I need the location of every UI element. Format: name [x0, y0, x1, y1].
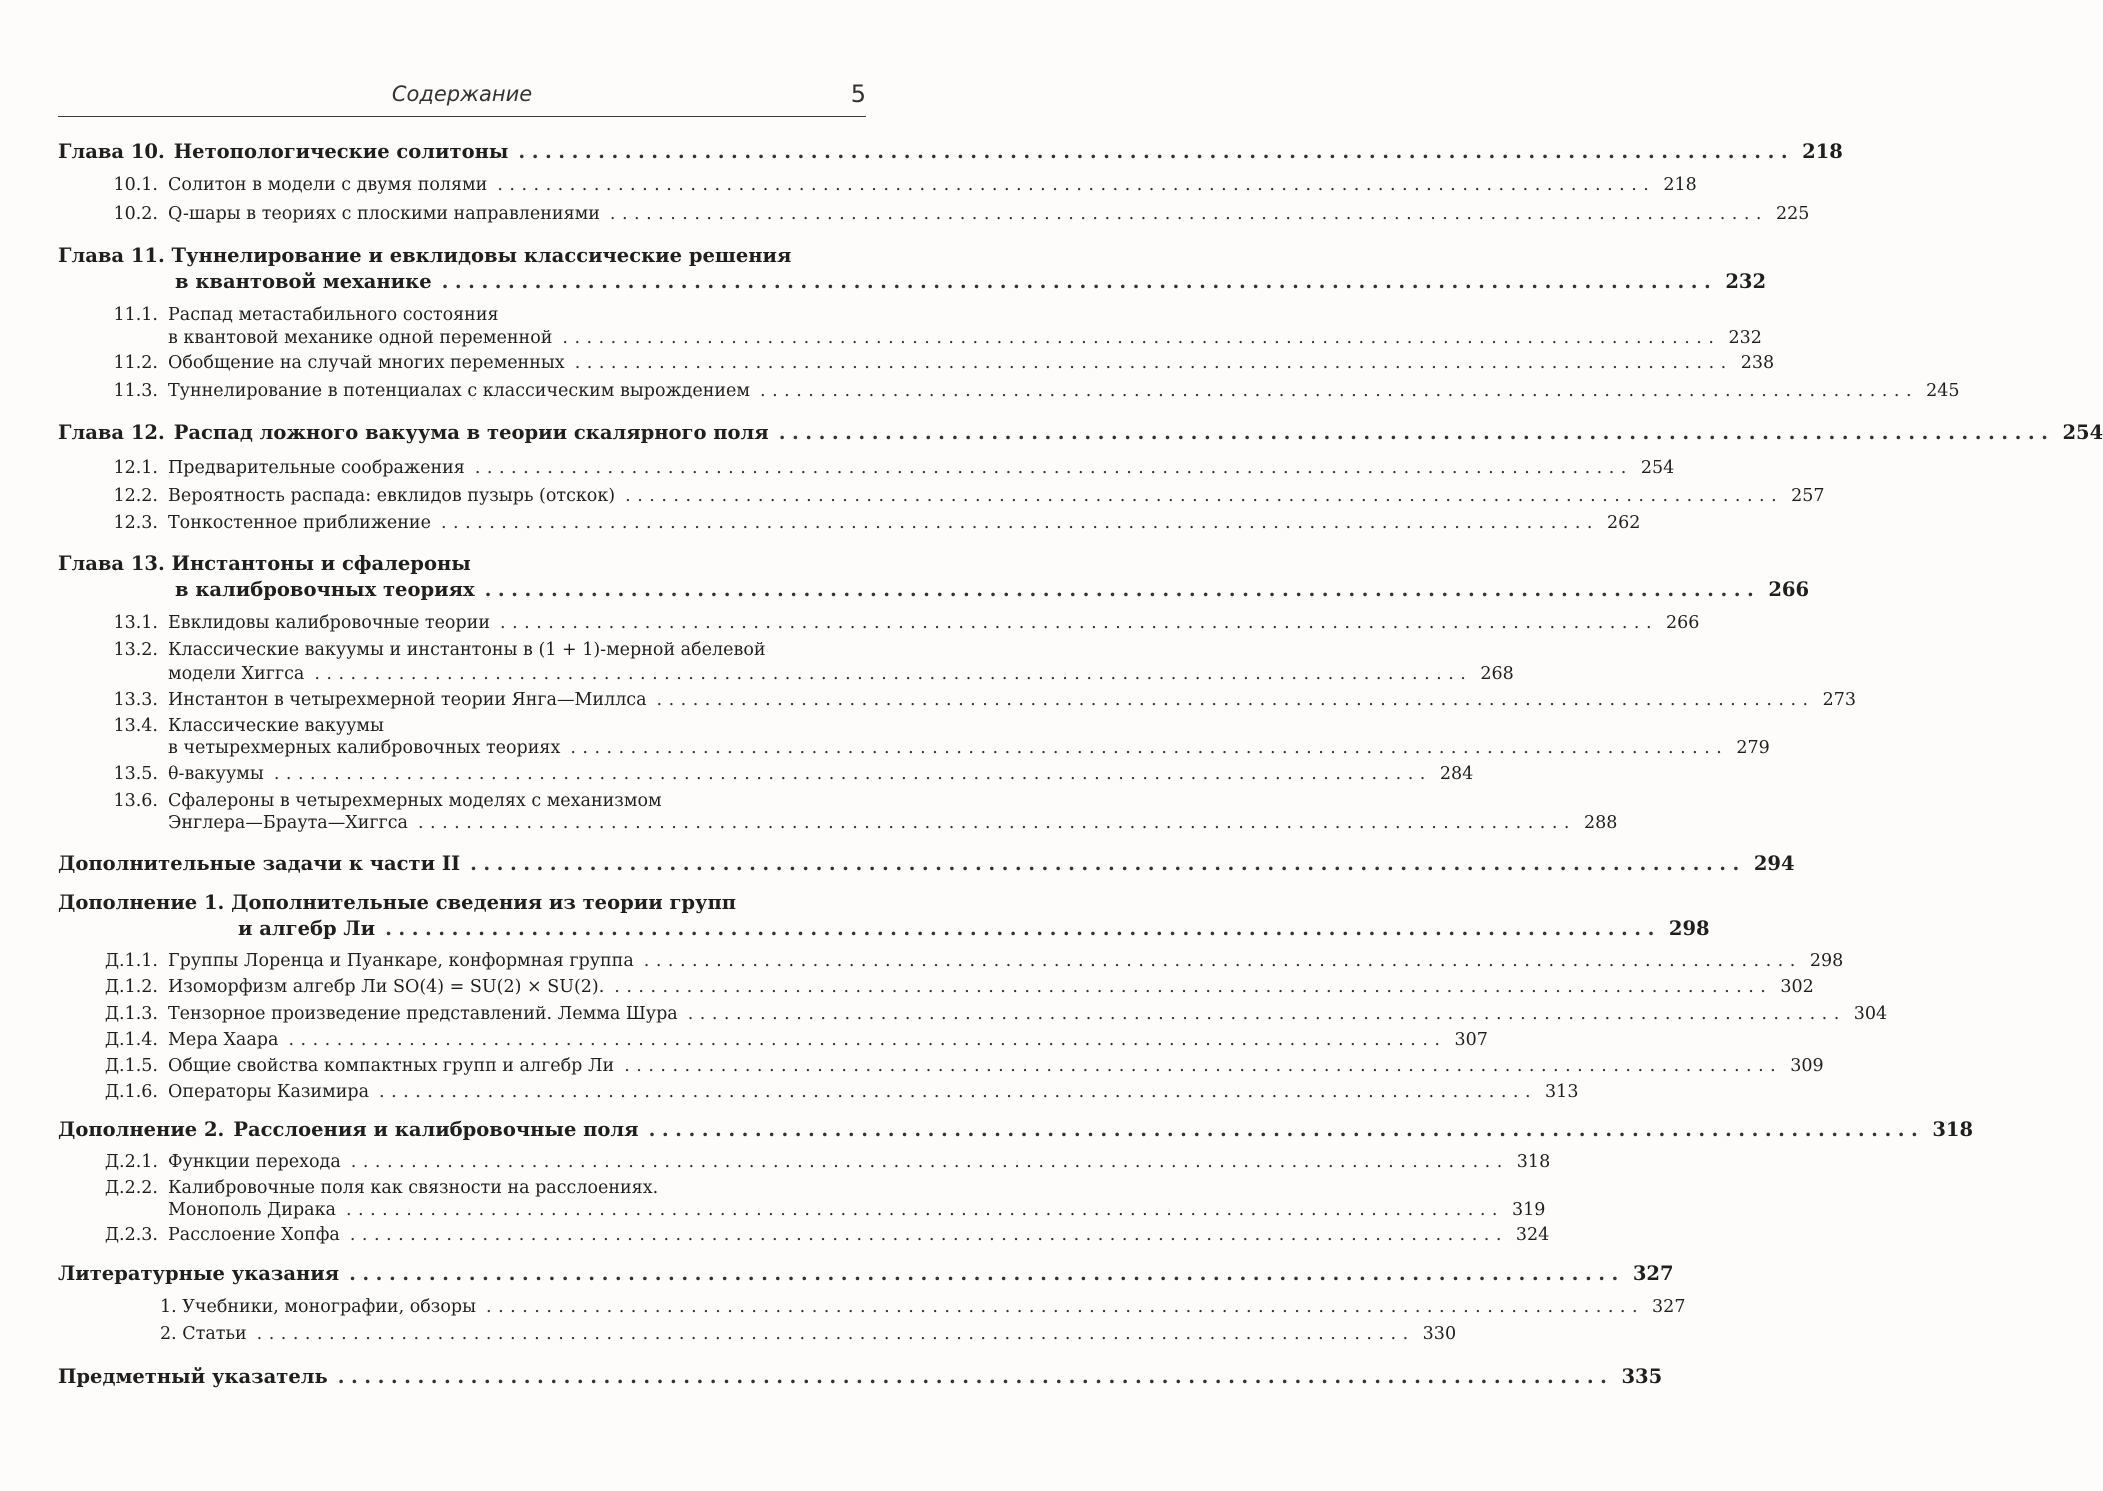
toc-section-d-1-4[interactable]: [58, 1030, 1488, 1050]
dot-leader: ................................................................................................: [570, 738, 1729, 758]
section-title: Инстантон в четырехмерной теории Янга—Миллса: [168, 690, 647, 710]
section-number: Д.2.3.: [104, 1225, 158, 1245]
toc-section-d-1-2[interactable]: [58, 977, 1814, 997]
section-title: Классические вакуумы и инстантоны в (1 + 1)-мерной абелевой: [168, 640, 766, 660]
chapter-title: Инстантоны и сфалероны: [171, 552, 471, 575]
section-title: Обобщение на случай многих переменных: [168, 353, 565, 373]
dot-leader: ................................................................................................: [643, 951, 1802, 971]
toc-chapter-11[interactable]: [175, 270, 1767, 293]
page-number: 298: [1668, 917, 1710, 940]
toc-literature[interactable]: [58, 1262, 1674, 1285]
section-title: θ-вакуумы: [168, 764, 264, 784]
dot-leader: ................................................................................................: [497, 175, 1656, 195]
chapter-title: Предметный указатель: [58, 1365, 328, 1388]
page-number: 313: [1545, 1082, 1579, 1102]
toc-chapter-13-line1[interactable]: [58, 552, 471, 575]
page-number: 257: [1791, 486, 1825, 506]
section-title: Туннелирование в потенциалах с классическим вырождением: [168, 381, 751, 401]
dot-leader: ................................................................................................: [648, 1118, 1925, 1141]
page-number: 330: [1422, 1324, 1457, 1344]
chapter-title: Распад ложного вакуума в теории скалярного поля: [173, 421, 769, 444]
section-number: Д.1.3.: [104, 1004, 158, 1024]
toc-section-10-2[interactable]: [58, 204, 1810, 224]
section-title-line2: Энглера—Браута—Хиггса: [168, 813, 408, 833]
toc-section-13-2-line1[interactable]: [58, 640, 866, 660]
section-title: Q-шары в теориях с плоскими направлениями: [168, 204, 600, 224]
dot-leader: ................................................................................................: [350, 1152, 1509, 1172]
section-title: Изоморфизм алгебр Ли SO(4) = SU(2) × SU(2).: [168, 977, 605, 997]
section-title: Группы Лоренца и Пуанкаре, конформная группа: [168, 951, 634, 971]
page-number: 266: [1666, 613, 1700, 633]
toc-section-d-1-1[interactable]: [58, 951, 1844, 971]
section-title-line2: в квантовой механике одной переменной: [168, 328, 553, 348]
dot-leader: ................................................................................................: [441, 270, 1718, 293]
page-number: 218: [1663, 175, 1697, 195]
chapter-number: Дополнение 1.: [58, 891, 225, 914]
dot-leader: ................................................................................................: [760, 381, 1919, 401]
section-number: Д.1.6.: [104, 1082, 158, 1102]
toc-section-d-2-3[interactable]: [58, 1225, 1550, 1245]
toc-appendix-2[interactable]: [58, 1118, 1974, 1141]
toc-section-d-1-3[interactable]: [58, 1004, 1888, 1024]
dot-leader: ................................................................................................: [486, 1297, 1645, 1317]
section-number: 13.6.: [113, 791, 158, 811]
page-number: 238: [1740, 353, 1775, 373]
dot-leader: ................................................................................................: [314, 664, 1473, 684]
chapter-title-line2: в калибровочных теориях: [175, 578, 475, 601]
section-title: Классические вакуумы: [168, 716, 384, 736]
dot-leader: ................................................................................................: [256, 1324, 1415, 1344]
chapter-number: Дополнение 2.: [58, 1118, 225, 1141]
chapter-title: Литературные указания: [58, 1262, 340, 1285]
page-number: 225: [1775, 204, 1810, 224]
page-number: 318: [1932, 1118, 1974, 1141]
section-number: Д.2.1.: [104, 1152, 158, 1172]
page-number: 288: [1583, 813, 1618, 833]
chapter-number: Глава 11.: [58, 244, 165, 267]
dot-leader: ................................................................................................: [337, 1365, 1614, 1388]
section-title: Вероятность распада: евклидов пузырь (отскок): [168, 486, 616, 506]
section-title-line2: Монополь Дирака: [168, 1200, 336, 1220]
section-number: 11.2.: [113, 353, 158, 373]
section-number: 12.1.: [113, 458, 158, 478]
section-title: Тонкостенное приближение: [168, 513, 431, 533]
dot-leader: ................................................................................................: [273, 764, 1432, 784]
section-number: 13.5.: [113, 764, 158, 784]
toc-literature-1[interactable]: [160, 1297, 1686, 1317]
section-title: Распад метастабильного состояния: [168, 305, 499, 325]
toc-section-13-5[interactable]: [58, 764, 1474, 784]
section-title-line2: модели Хиггса: [168, 664, 305, 684]
section-title: Калибровочные поля как связности на расслоениях.: [168, 1178, 659, 1198]
toc-section-d-1-5[interactable]: [58, 1056, 1824, 1076]
dot-leader: ................................................................................................: [385, 917, 1661, 940]
section-title: Общие свойства компактных групп и алгебр Ли: [168, 1056, 615, 1076]
dot-leader: ................................................................................................: [624, 1056, 1783, 1076]
dot-leader: ................................................................................................: [500, 613, 1659, 633]
page-number: 318: [1516, 1152, 1551, 1172]
section-title: Евклидовы калибровочные теории: [168, 613, 490, 633]
section-number: Д.1.4.: [104, 1030, 158, 1050]
page-number: 327: [1652, 1297, 1686, 1317]
dot-leader: ................................................................................................: [574, 353, 1733, 373]
section-title: 1. Учебники, монографии, обзоры: [160, 1297, 477, 1317]
dot-leader: ................................................................................................: [625, 486, 1784, 506]
page-number: 302: [1780, 977, 1814, 997]
dot-leader: ................................................................................................: [562, 328, 1721, 348]
toc-chapter-11-line1[interactable]: [58, 244, 791, 267]
section-number: Д.1.5.: [104, 1056, 158, 1076]
section-number: Д.2.2.: [104, 1178, 158, 1198]
toc-appendix-1-line1[interactable]: [58, 891, 736, 914]
page-number: 298: [1809, 951, 1844, 971]
section-title: Предварительные соображения: [168, 458, 465, 478]
toc-section-13-1[interactable]: [58, 613, 1700, 633]
page-number: 254: [2062, 421, 2103, 444]
section-number: 10.1.: [113, 175, 158, 195]
toc-section-12-2[interactable]: [58, 486, 1825, 506]
section-number: 13.4.: [113, 716, 158, 736]
toc-chapter-12[interactable]: [58, 421, 2103, 444]
dot-leader: ................................................................................................: [417, 813, 1576, 833]
page-number: 273: [1822, 690, 1856, 710]
toc-subject-index[interactable]: [58, 1365, 1663, 1388]
dot-leader: ................................................................................................: [379, 1082, 1538, 1102]
section-number: Д.1.2.: [104, 977, 158, 997]
toc-section-13-4[interactable]: [168, 738, 1770, 758]
dot-leader: ................................................................................................: [470, 852, 1746, 875]
dot-leader: ................................................................................................: [614, 977, 1773, 997]
section-title: Функции перехода: [168, 1152, 341, 1172]
dot-leader: ................................................................................................: [440, 513, 1599, 533]
page-number: 254: [1640, 458, 1675, 478]
dot-leader: ................................................................................................: [288, 1030, 1447, 1050]
page-number: 232: [1725, 270, 1767, 293]
section-number: 13.2.: [113, 640, 158, 660]
section-number: 11.3.: [113, 381, 158, 401]
chapter-title-line2: в квантовой механике: [175, 270, 432, 293]
section-number: 12.2.: [113, 486, 158, 506]
toc-section-10-1[interactable]: [58, 175, 1697, 195]
toc-literature-2[interactable]: [160, 1324, 1457, 1344]
page-number: 266: [1768, 578, 1810, 601]
section-title-line2: в четырехмерных калибровочных теориях: [168, 738, 561, 758]
section-title: 2. Статьи: [160, 1324, 247, 1344]
page-number: 335: [1621, 1365, 1663, 1388]
toc-section-13-6[interactable]: [168, 813, 1618, 833]
section-title: Солитон в модели с двумя полями: [168, 175, 488, 195]
toc-section-13-4-line1[interactable]: [58, 716, 866, 736]
chapter-title: Туннелирование и евклидовы классические решения: [171, 244, 792, 267]
toc-section-d-2-1[interactable]: [58, 1152, 1551, 1172]
toc-section-11-1[interactable]: [168, 328, 1762, 348]
chapter-title: Расслоения и калибровочные поля: [233, 1118, 639, 1141]
section-number: 12.3.: [113, 513, 158, 533]
toc-section-13-2[interactable]: [168, 664, 1514, 684]
page-number: 279: [1736, 738, 1770, 758]
dot-leader: ................................................................................................: [349, 1225, 1508, 1245]
section-number: 10.2.: [113, 204, 158, 224]
dot-leader: ................................................................................................: [687, 1004, 1846, 1024]
dot-leader: ................................................................................................: [518, 140, 1795, 163]
dot-leader: ................................................................................................: [609, 204, 1768, 224]
toc-section-11-2[interactable]: [58, 353, 1775, 373]
toc-section-12-1[interactable]: [58, 458, 1675, 478]
chapter-number: Глава 10.: [58, 140, 165, 163]
section-number: 13.1.: [113, 613, 158, 633]
chapter-title: Нетопологические солитоны: [173, 140, 509, 163]
page-number: 232: [1728, 328, 1762, 348]
toc-section-13-3[interactable]: [58, 690, 1856, 710]
section-number: 11.1.: [113, 305, 158, 325]
toc-section-d-1-6[interactable]: [58, 1082, 1579, 1102]
dot-leader: ................................................................................................: [345, 1200, 1504, 1220]
chapter-number: Глава 13.: [58, 552, 165, 575]
page-number: 284: [1439, 764, 1474, 784]
section-title: Тензорное произведение представлений. Лемма Шура: [168, 1004, 678, 1024]
toc-chapter-13[interactable]: [175, 578, 1810, 601]
page-number: 294: [1753, 852, 1795, 875]
toc-extra-problems[interactable]: [58, 852, 1795, 875]
header-title: Содержание: [391, 82, 533, 106]
dot-leader: ................................................................................................: [474, 458, 1633, 478]
page-number: 218: [1802, 140, 1843, 163]
dot-leader: ................................................................................................: [656, 690, 1815, 710]
toc-section-d-2-2[interactable]: [168, 1200, 1546, 1220]
chapter-title-line2: и алгебр Ли: [238, 917, 376, 940]
section-number: 13.3.: [113, 690, 158, 710]
section-title: Мера Хаара: [168, 1030, 279, 1050]
dot-leader: ................................................................................................: [349, 1262, 1625, 1285]
toc-section-12-3[interactable]: [58, 513, 1641, 533]
dot-leader: ................................................................................................: [484, 578, 1761, 601]
toc-section-d-2-2-line1[interactable]: [58, 1178, 866, 1198]
chapter-title: Дополнительные сведения из теории групп: [231, 891, 737, 914]
header-page-number: 5: [850, 80, 866, 108]
page-number: 309: [1790, 1056, 1824, 1076]
page-number: 324: [1515, 1225, 1550, 1245]
section-title: Сфалероны в четырехмерных моделях с механизмом: [168, 791, 662, 811]
dot-leader: ................................................................................................: [778, 421, 2055, 444]
section-number: Д.1.1.: [104, 951, 158, 971]
page-number: 327: [1632, 1262, 1674, 1285]
chapter-number: Глава 12.: [58, 421, 165, 444]
section-title: Операторы Казимира: [168, 1082, 370, 1102]
toc-section-13-6-line1[interactable]: [58, 791, 866, 811]
page-number: 304: [1853, 1004, 1888, 1024]
page-number: 319: [1512, 1200, 1546, 1220]
page-number: 262: [1606, 513, 1641, 533]
chapter-title: Дополнительные задачи к части II: [58, 852, 461, 875]
toc-section-11-1-line1[interactable]: [58, 305, 866, 325]
toc-section-11-3[interactable]: [58, 381, 1960, 401]
toc-chapter-10[interactable]: [58, 140, 1843, 163]
page-number: 245: [1926, 381, 1960, 401]
page-number: 307: [1454, 1030, 1488, 1050]
section-title: Расслоение Хопфа: [168, 1225, 340, 1245]
toc-appendix-1[interactable]: [238, 917, 1710, 940]
page-number: 268: [1480, 664, 1514, 684]
